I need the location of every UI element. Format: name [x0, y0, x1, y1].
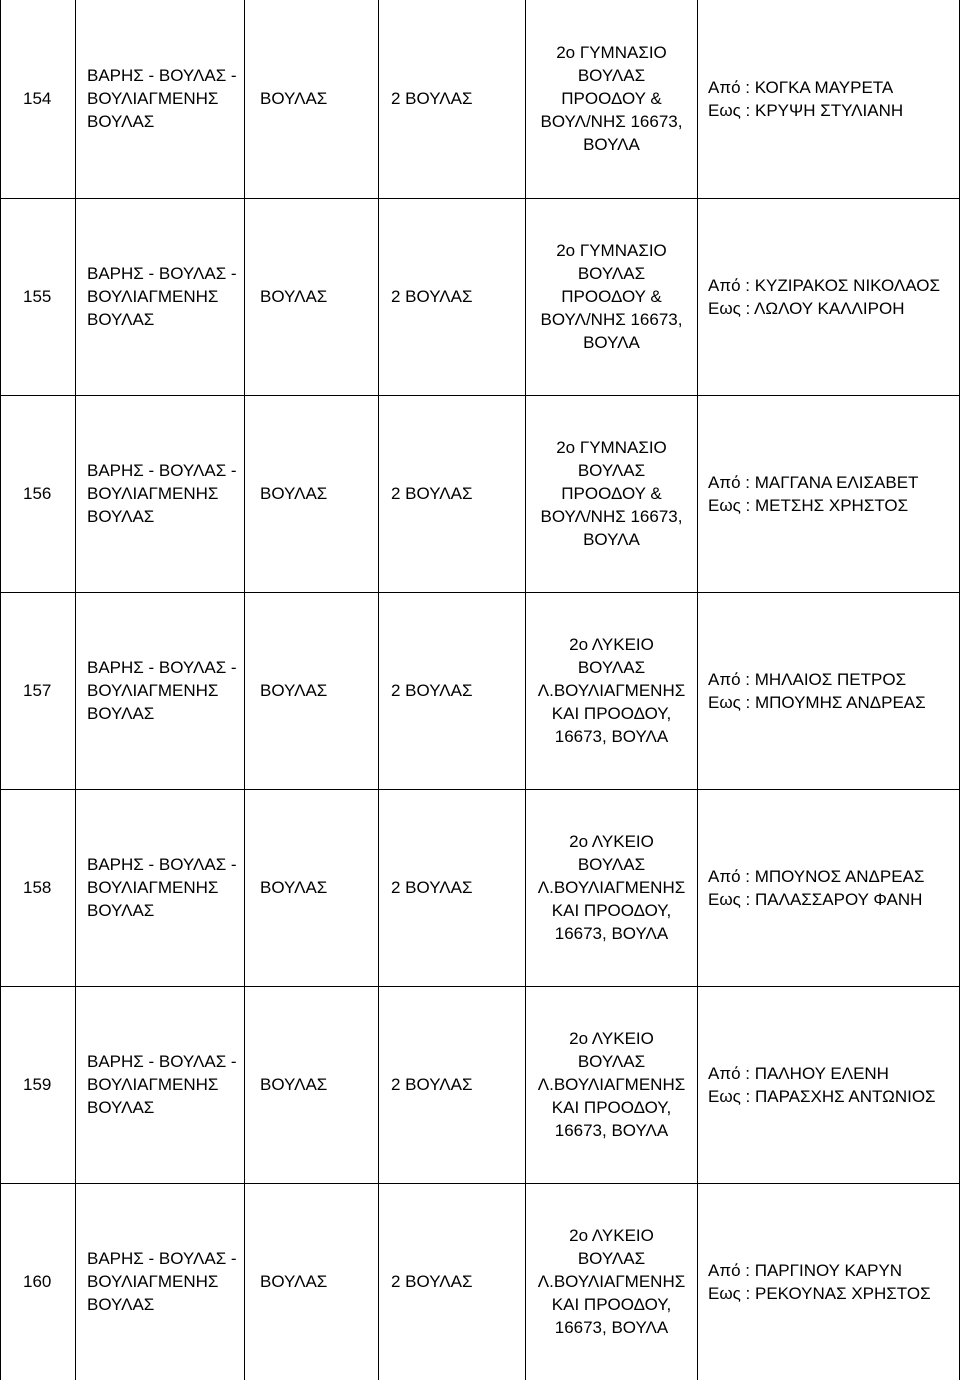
station-number-cell	[1, 1183, 76, 1380]
table-row	[1, 0, 960, 198]
municipality-name: ΒΟΥΛΑΣ	[260, 1075, 328, 1094]
range-from: Από : ΚΟΓΚΑ ΜΑΥΡΕΤΑ	[708, 77, 894, 97]
range-to: Εως : ΠΑΡΑΣΧΗΣ ΑΝΤΩΝΙΟΣ	[708, 1086, 936, 1106]
municipal-unit-name: 2 ΒΟΥΛΑΣ	[391, 681, 473, 700]
range-to: Εως : ΜΠΟΥΜΗΣ ΑΝΔΡΕΑΣ	[708, 692, 926, 712]
station-number: 160	[23, 1272, 52, 1292]
school-line: ΒΟΥΛΑΣ	[577, 658, 646, 677]
municipal-unit-name: 2 ΒΟΥΛΑΣ	[391, 1272, 473, 1292]
school-line: ΒΟΥΛΑΣ	[577, 1052, 646, 1071]
district-line: ΒΟΥΛΑΣ	[87, 310, 155, 329]
school-line: ΚΑΙ ΠΡΟΟΔΟΥ,	[551, 1098, 672, 1117]
district-cell	[76, 1183, 245, 1380]
district-line: ΒΑΡΗΣ - ΒΟΥΛΑΣ -	[87, 658, 237, 677]
school-line: 16673, ΒΟΥΛΑ	[554, 727, 669, 746]
district-line: ΒΑΡΗΣ - ΒΟΥΛΑΣ -	[87, 1249, 237, 1269]
municipal-unit-cell	[379, 198, 526, 395]
school-line: ΒΟΥΛΑΣ	[577, 1249, 646, 1269]
range-from: Από : ΚΥΖΙΡΑΚΟΣ ΝΙΚΟΛΑΟΣ	[708, 275, 940, 295]
school-line: ΠΡΟΟΔΟΥ &	[561, 89, 662, 109]
surname-range-cell	[698, 198, 960, 395]
district-line: ΒΟΥΛΑΣ	[87, 507, 155, 526]
school-line: Λ.ΒΟΥΛΙΑΓΜΕΝΗΣ	[537, 878, 686, 897]
school-line: ΒΟΥΛΑΣ	[577, 855, 646, 874]
station-number: 157	[23, 681, 52, 700]
table-row	[1, 986, 960, 1183]
school-line: 2ο ΓΥΜΝΑΣΙΟ	[556, 43, 667, 63]
surname-range-cell	[698, 789, 960, 986]
district-cell	[76, 789, 245, 986]
district-line: ΒΟΥΛΑΣ	[87, 901, 155, 920]
municipal-unit-name: 2 ΒΟΥΛΑΣ	[391, 89, 473, 109]
municipality-cell	[245, 1183, 379, 1380]
school-line: Λ.ΒΟΥΛΙΑΓΜΕΝΗΣ	[537, 681, 686, 700]
school-line: ΒΟΥΛΑΣ	[577, 66, 646, 86]
school-line: ΒΟΥΛ/ΝΗΣ 16673,	[540, 310, 683, 329]
municipality-cell	[245, 198, 379, 395]
municipal-unit-name: 2 ΒΟΥΛΑΣ	[391, 287, 473, 306]
school-line: ΒΟΥΛΑΣ	[577, 264, 646, 283]
school-line: ΚΑΙ ΠΡΟΟΔΟΥ,	[551, 1295, 672, 1315]
school-line: ΠΡΟΟΔΟΥ &	[561, 484, 662, 503]
surname-range-cell	[698, 1183, 960, 1380]
district-line: ΒΑΡΗΣ - ΒΟΥΛΑΣ -	[87, 461, 237, 480]
table-row	[1, 1183, 960, 1380]
school-line: 2ο ΛΥΚΕΙΟ	[569, 1226, 654, 1246]
district-line: ΒΟΥΛΙΑΓΜΕΝΗΣ	[87, 681, 219, 700]
district-line: ΒΟΥΛΑΣ	[87, 704, 155, 723]
range-from: Από : ΠΑΛΗΟΥ ΕΛΕΝΗ	[708, 1063, 889, 1083]
range-to: Εως : ΛΩΛΟΥ ΚΑΛΛΙΡΟΗ	[708, 298, 905, 318]
table-body	[1, 0, 960, 1380]
municipality-cell	[245, 592, 379, 789]
table-row	[1, 592, 960, 789]
range-from: Από : ΜΗΛΑΙΟΣ ΠΕΤΡΟΣ	[708, 669, 907, 689]
district-line: ΒΟΥΛΙΑΓΜΕΝΗΣ	[87, 878, 219, 897]
district-line: ΒΑΡΗΣ - ΒΟΥΛΑΣ -	[87, 66, 237, 86]
school-cell	[526, 1183, 698, 1380]
district-cell	[76, 986, 245, 1183]
district-line: ΒΑΡΗΣ - ΒΟΥΛΑΣ -	[87, 264, 237, 283]
municipal-unit-name: 2 ΒΟΥΛΑΣ	[391, 878, 473, 897]
municipality-name: ΒΟΥΛΑΣ	[260, 287, 328, 306]
school-cell	[526, 395, 698, 592]
district-line: ΒΟΥΛΙΑΓΜΕΝΗΣ	[87, 1075, 219, 1094]
district-line: ΒΑΡΗΣ - ΒΟΥΛΑΣ -	[87, 855, 237, 874]
school-line: 2ο ΛΥΚΕΙΟ	[569, 1029, 654, 1048]
district-cell	[76, 395, 245, 592]
station-number-cell	[1, 395, 76, 592]
district-line: ΒΟΥΛΙΑΓΜΕΝΗΣ	[87, 1272, 219, 1292]
municipal-unit-name: 2 ΒΟΥΛΑΣ	[391, 1075, 473, 1094]
school-line: 16673, ΒΟΥΛΑ	[554, 924, 669, 943]
municipality-name: ΒΟΥΛΑΣ	[260, 484, 328, 503]
table-row	[1, 789, 960, 986]
station-number: 159	[23, 1075, 52, 1094]
school-line: Λ.ΒΟΥΛΙΑΓΜΕΝΗΣ	[537, 1075, 686, 1094]
municipal-unit-cell	[379, 789, 526, 986]
school-line: 2ο ΓΥΜΝΑΣΙΟ	[556, 438, 667, 457]
range-to: Εως : ΚΡΥΨΗ ΣΤΥΛΙΑΝΗ	[708, 100, 904, 120]
municipality-cell	[245, 395, 379, 592]
school-line: ΚΑΙ ΠΡΟΟΔΟΥ,	[551, 704, 672, 723]
district-line: ΒΟΥΛΑΣ	[87, 1295, 155, 1315]
district-line: ΒΟΥΛΑΣ	[87, 1098, 155, 1117]
school-line: ΒΟΥΛΑ	[583, 530, 640, 549]
municipal-unit-cell	[379, 395, 526, 592]
surname-range-cell	[698, 0, 960, 198]
municipal-unit-name: 2 ΒΟΥΛΑΣ	[391, 484, 473, 503]
school-line: ΒΟΥΛ/ΝΗΣ 16673,	[540, 507, 683, 526]
municipality-cell	[245, 0, 379, 198]
municipality-cell	[245, 789, 379, 986]
table-row	[1, 198, 960, 395]
station-number: 156	[23, 484, 52, 503]
school-cell	[526, 198, 698, 395]
surname-range-cell	[698, 986, 960, 1183]
range-from: Από : ΜΠΟΥΝΟΣ ΑΝΔΡΕΑΣ	[708, 866, 925, 886]
school-line: ΒΟΥΛΑΣ	[577, 461, 646, 480]
surname-range-cell	[698, 395, 960, 592]
school-line: 16673, ΒΟΥΛΑ	[554, 1318, 669, 1338]
range-to: Εως : ΠΑΛΑΣΣΑΡΟΥ ΦΑΝΗ	[708, 889, 923, 909]
municipal-unit-cell	[379, 1183, 526, 1380]
station-number: 154	[23, 89, 52, 109]
station-number-cell	[1, 986, 76, 1183]
school-line: 2ο ΓΥΜΝΑΣΙΟ	[556, 241, 667, 260]
school-cell	[526, 0, 698, 198]
municipal-unit-cell	[379, 986, 526, 1183]
station-number: 155	[23, 287, 52, 306]
station-number-cell	[1, 198, 76, 395]
range-from: Από : ΠΑΡΓΙΝΟΥ ΚΑΡΥΝ	[708, 1260, 903, 1280]
school-line: 2ο ΛΥΚΕΙΟ	[569, 635, 654, 654]
school-cell	[526, 789, 698, 986]
municipality-name: ΒΟΥΛΑΣ	[260, 89, 328, 109]
district-cell	[76, 198, 245, 395]
school-line: ΒΟΥΛΑ	[583, 135, 640, 155]
school-cell	[526, 592, 698, 789]
school-line: ΚΑΙ ΠΡΟΟΔΟΥ,	[551, 901, 672, 920]
municipality-name: ΒΟΥΛΑΣ	[260, 878, 328, 897]
range-from: Από : ΜΑΓΓΑΝΑ ΕΛΙΣΑΒΕΤ	[708, 472, 919, 492]
school-line: 16673, ΒΟΥΛΑ	[554, 1121, 669, 1140]
school-line: ΠΡΟΟΔΟΥ &	[561, 287, 662, 306]
table-row	[1, 395, 960, 592]
station-number-cell	[1, 789, 76, 986]
district-cell	[76, 592, 245, 789]
station-number-cell	[1, 0, 76, 198]
district-cell	[76, 0, 245, 198]
school-line: Λ.ΒΟΥΛΙΑΓΜΕΝΗΣ	[537, 1272, 686, 1292]
district-line: ΒΟΥΛΙΑΓΜΕΝΗΣ	[87, 484, 219, 503]
station-number: 158	[23, 878, 52, 897]
range-to: Εως : ΡΕΚΟΥΝΑΣ ΧΡΗΣΤΟΣ	[708, 1283, 931, 1303]
municipality-cell	[245, 986, 379, 1183]
district-line: ΒΟΥΛΙΑΓΜΕΝΗΣ	[87, 287, 219, 306]
district-line: ΒΟΥΛΑΣ	[87, 112, 155, 132]
school-cell	[526, 986, 698, 1183]
surname-range-cell	[698, 592, 960, 789]
municipal-unit-cell	[379, 0, 526, 198]
municipal-unit-cell	[379, 592, 526, 789]
school-line: 2ο ΛΥΚΕΙΟ	[569, 832, 654, 851]
school-line: ΒΟΥΛΑ	[583, 333, 640, 352]
school-line: ΒΟΥΛ/ΝΗΣ 16673,	[540, 112, 683, 132]
municipality-name: ΒΟΥΛΑΣ	[260, 681, 328, 700]
municipality-name: ΒΟΥΛΑΣ	[260, 1272, 328, 1292]
district-line: ΒΟΥΛΙΑΓΜΕΝΗΣ	[87, 89, 219, 109]
district-line: ΒΑΡΗΣ - ΒΟΥΛΑΣ -	[87, 1052, 237, 1071]
station-number-cell	[1, 592, 76, 789]
range-to: Εως : ΜΕΤΣΗΣ ΧΡΗΣΤΟΣ	[708, 495, 909, 515]
